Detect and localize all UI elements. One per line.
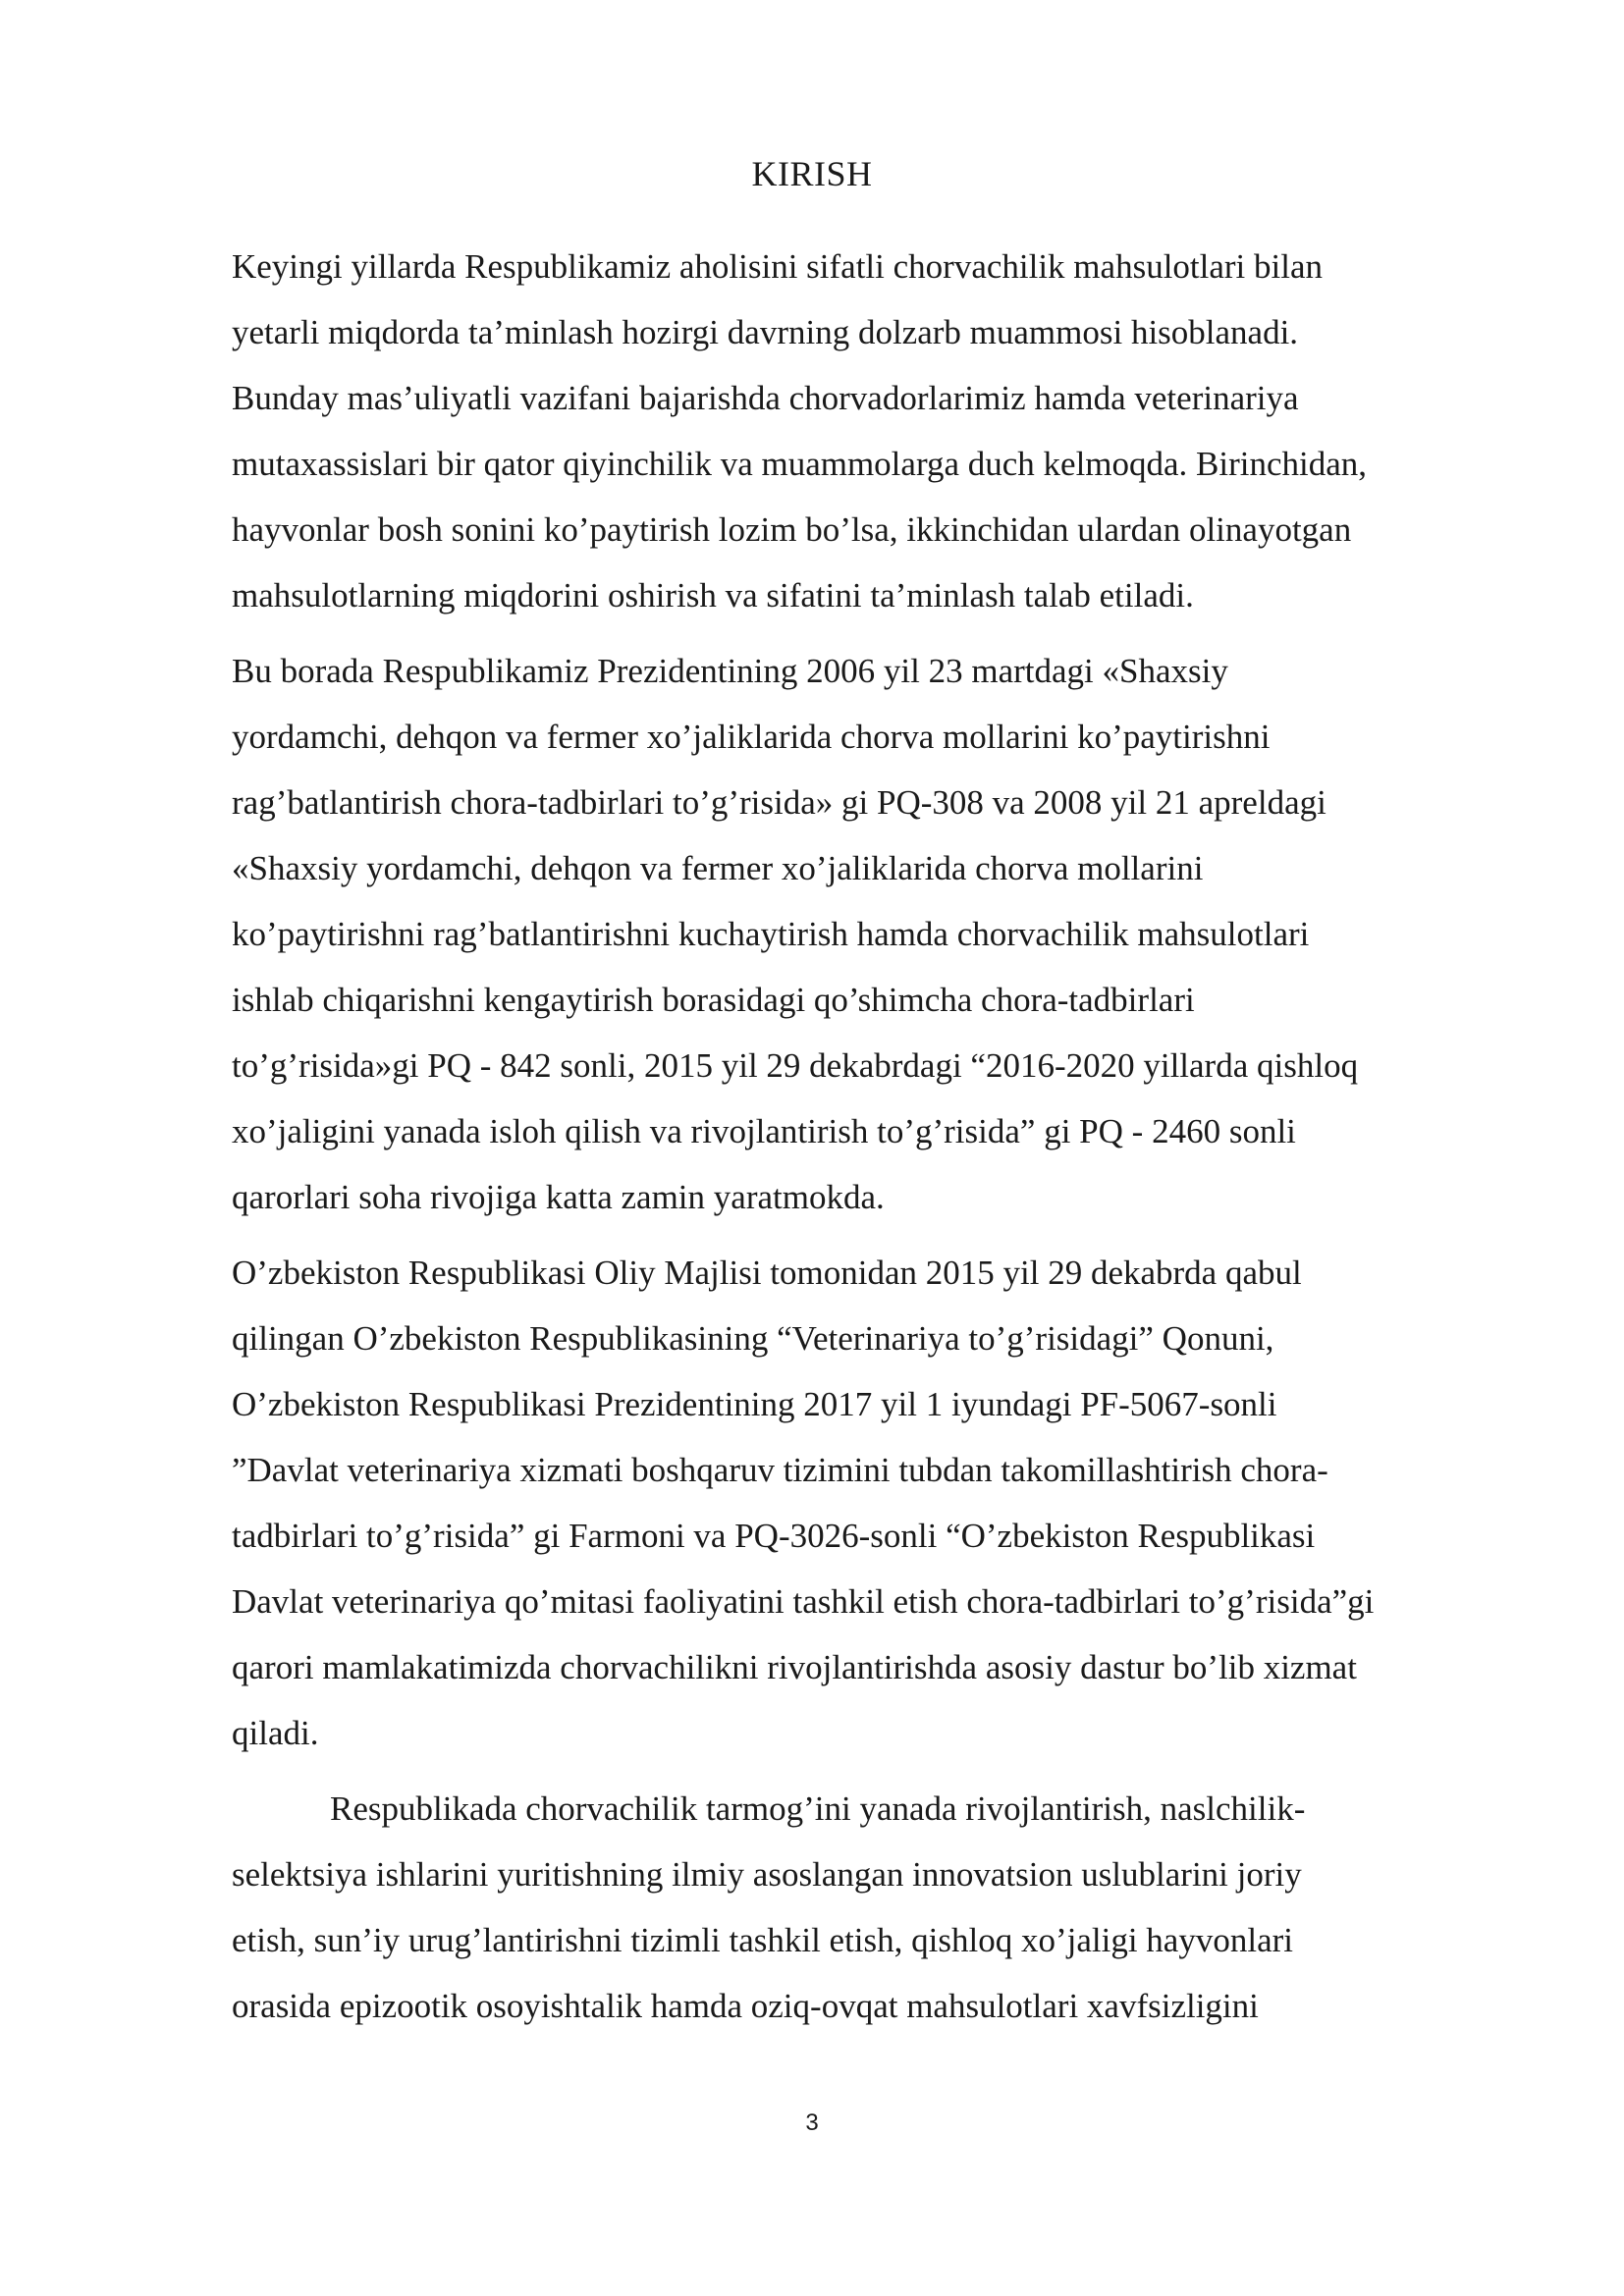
text-line: etish, sun’iy urug’lantirishni tizimli tashkil etish, qishloq xo’jaligi hayvonlari: [232, 1921, 1293, 1959]
text-line: selektsiya ishlarini yuritishning ilmiy asoslangan innovatsion uslublarini joriy: [232, 1855, 1302, 1894]
text-line: yetarli miqdorda ta’minlash hozirgi davrning dolzarb muammosi hisoblanadi.: [232, 313, 1299, 351]
text-line: mutaxassislari bir qator qiyinchilik va muammolarga duch kelmoqda. Birinchidan,: [232, 445, 1368, 483]
text-line: Keyingi yillarda Respublikamiz aholisini sifatli chorvachilik mahsulotlari bilan: [232, 247, 1324, 286]
text-line: rag’batlantirish chora-tadbirlari to’g’risida» gi PQ-308 va 2008 yil 21 apreldagi: [232, 783, 1326, 822]
text-line: orasida epizootik osoyishtalik hamda oziq-ovqat mahsulotlari xavfsizligini: [232, 1987, 1259, 2025]
paragraph-gap: [232, 628, 1528, 638]
text-line: Davlat veterinariya qo’mitasi faoliyatini tashkil etish chora-tadbirlari to’g’risida”gi: [232, 1582, 1375, 1621]
text-line: «Shaxsiy yordamchi, dehqon va fermer xo’jaliklarida chorva mollarini: [232, 849, 1204, 887]
text-line: mahsulotlarning miqdorini oshirish va sifatini ta’minlash talab etiladi.: [232, 576, 1194, 614]
paragraph-4: [232, 1776, 1528, 2039]
text-line: O’zbekiston Respublikasi Prezidentining 2017 yil 1 iyundagi PF-5067-sonli: [232, 1385, 1277, 1423]
text-line: qiladi.: [232, 1714, 319, 1752]
text-line: qilingan O’zbekiston Respublikasining “Veterinariya to’g’risidagi” Qonuni,: [232, 1319, 1274, 1358]
text-line: Bu borada Respublikamiz Prezidentining 2006 yil 23 martdagi «Shaxsiy: [232, 652, 1228, 690]
paragraph-3: [232, 1240, 1528, 1766]
text-line: ishlab chiqarishni kengaytirish borasidagi qo’shimcha chora-tadbirlari: [232, 981, 1195, 1019]
paragraph-2: [232, 638, 1528, 1230]
text-line: hayvonlar bosh sonini ko’paytirish lozim bo’lsa, ikkinchidan ulardan olinayotgan: [232, 510, 1352, 549]
body-text: [232, 234, 1528, 2039]
paragraph-gap: [232, 1230, 1528, 1240]
text-line: xo’jaligini yanada isloh qilish va rivojlantirish to’g’risida” gi PQ - 2460 sonli: [232, 1112, 1296, 1150]
text-line: ”Davlat veterinariya xizmati boshqaruv tizimini tubdan takomillashtirish chora-: [232, 1451, 1328, 1489]
text-line: O’zbekiston Respublikasi Oliy Majlisi tomonidan 2015 yil 29 dekabrda qabul: [232, 1254, 1302, 1292]
text-line: yordamchi, dehqon va fermer xo’jaliklarida chorva mollarini ko’paytirishni: [232, 718, 1271, 756]
text-line: qarorlari soha rivojiga katta zamin yaratmokda.: [232, 1178, 885, 1216]
text-line: Respublikada chorvachilik tarmog’ini yanada rivojlantirish, naslchilik-: [330, 1789, 1306, 1828]
text-line: qarori mamlakatimizda chorvachilikni rivojlantirishda asosiy dastur bo’lib xizmat: [232, 1648, 1357, 1686]
text-line: tadbirlari to’g’risida” gi Farmoni va PQ-3026-sonli “O’zbekiston Respublikasi: [232, 1517, 1316, 1555]
paragraph-gap: [232, 1766, 1528, 1776]
text-line: ko’paytirishni rag’batlantirishni kuchaytirish hamda chorvachilik mahsulotlari: [232, 915, 1310, 953]
text-line: to’g’risida»gi PQ - 842 sonli, 2015 yil 29 dekabrdagi “2016-2020 yillarda qishloq: [232, 1046, 1359, 1085]
page-number: 3: [805, 2109, 819, 2136]
section-title: KIRISH: [751, 154, 873, 193]
text-line: Bunday mas’uliyatli vazifani bajarishda chorvadorlarimiz hamda veterinariya: [232, 379, 1299, 417]
paragraph-1: [232, 234, 1528, 628]
